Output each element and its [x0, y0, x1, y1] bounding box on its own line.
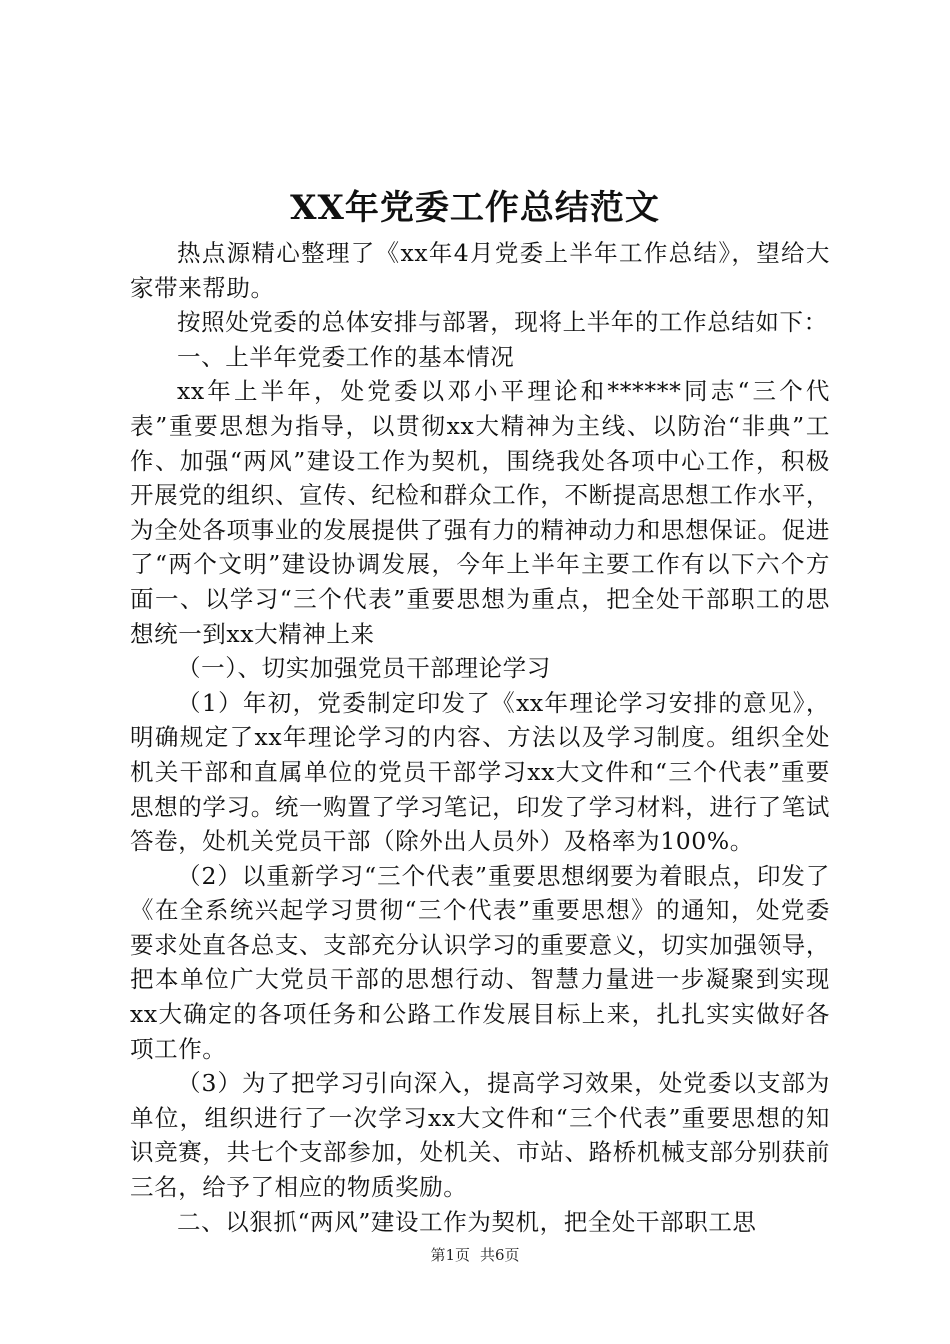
paragraph-intro: 热点源精心整理了《xx年4月党委上半年工作总结》，望给大家带来帮助。	[130, 239, 830, 302]
paragraph-item-1: （1）年初，党委制定印发了《xx年理论学习安排的意见》，明确规定了xx年理论学习的内容、方法以及学习制度。组织全处机关干部和直属单位的党员干部学习xx大文件和“三个代表”重要思想的学习。统一购置了学习笔记，印发了学习材料，进行了笔试答卷，处机关党员干部（除外出人员外）及格率为100%。	[130, 688, 830, 856]
page-number-total: 共6页	[480, 1246, 520, 1264]
document-body	[130, 236, 830, 1239]
paragraph-item-3: （3）为了把学习引向深入，提高学习效果，处党委以支部为单位，组织进行了一次学习xx大文件和“三个代表”重要思想的知识竞赛，共七个支部参加，处机关、市站、路桥机械支部分别获前三名，给予了相应的物质奖励。	[130, 1069, 830, 1202]
section-heading-basic-situation: 一、上半年党委工作的基本情况	[177, 342, 515, 371]
paragraph-item-2: （2）以重新学习“三个代表”重要思想纲要为着眼点，印发了《在全系统兴起学习贯彻“三个代表”重要思想》的通知，处党委要求处直各总支、支部充分认识学习的重要意义，切实加强领导，把本单位广大党员干部的思想行动、智慧力量进一步凝聚到实现xx大确定的各项任务和公路工作发展目标上来，扎扎实实做好各项工作。	[130, 861, 830, 1063]
paragraph-summary-lead: 按照处党委的总体安排与部署，现将上半年的工作总结如下：	[177, 308, 828, 337]
paragraph-overview: xx年上半年，处党委以邓小平理论和******同志“三个代表”重要思想为指导，以贯彻xx大精神为主线、以防治“非典”工作、加强“两风”建设工作为契机，围绕我处各项中心工作，积极开展党的组织、宣传、纪检和群众工作，不断提高思想工作水平，为全处各项事业的发展提供了强有力的精神动力和思想保证。促进了“两个文明”建设协调发展，今年上半年主要工作有以下六个方面一、以学习“三个代表”重要思想为重点，把全处干部职工的思想统一到xx大精神上来	[130, 377, 830, 648]
document-title: XX年党委工作总结范文	[290, 188, 660, 228]
subsection-heading-theory-study: （一）、切实加强党员干部理论学习	[177, 654, 551, 683]
page-footer	[0, 1244, 950, 1266]
page-number-current: 第1页	[430, 1246, 470, 1264]
section-heading-two-styles: 二、以狠抓“两风”建设工作为契机，把全处干部职工思	[177, 1207, 757, 1236]
